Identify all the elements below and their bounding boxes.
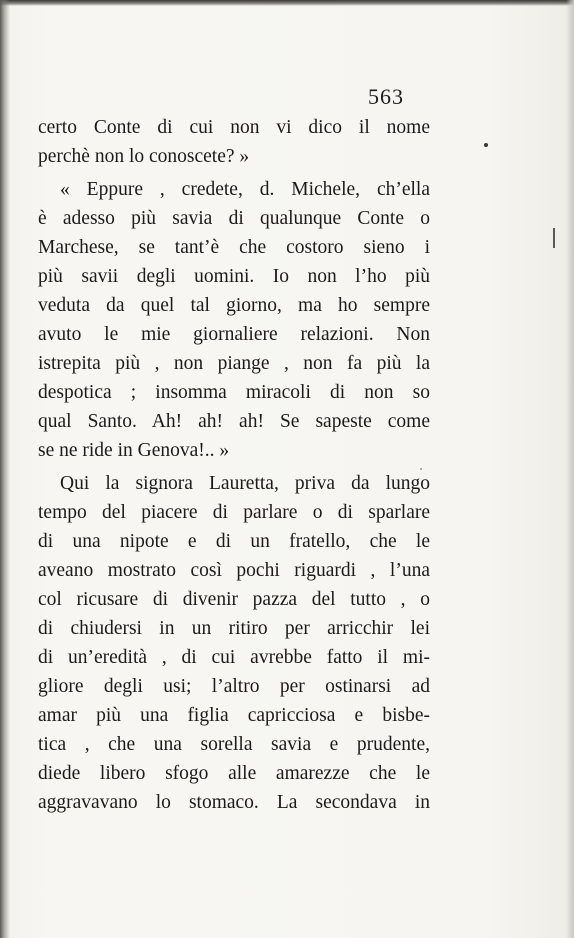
text-line: aveano mostrato così pochi riguardi , l’una (38, 560, 430, 581)
text-line: amar più una figlia capricciosa e bisbe- (38, 705, 430, 726)
text-line: Qui la signora Lauretta, priva da lungo (60, 473, 430, 494)
paragraph-2 (38, 175, 430, 465)
text-line: « Eppure , credete, d. Michele, ch’ella (60, 179, 430, 200)
text-line: despotica ; insomma miracoli di non so (38, 382, 430, 403)
page-right-edge (566, 0, 574, 938)
text-line: tempo del piacere di parlare o di sparlare (38, 502, 430, 523)
paper-speck (484, 143, 488, 147)
page-binding-shadow (0, 0, 10, 938)
text-line: più savii degli uomini. Io non l’ho più (38, 266, 430, 287)
text-line: perchè non lo conoscete? » (38, 146, 250, 167)
text-line: certo Conte di cui non vi dico il nome (38, 117, 430, 138)
paper-mark (553, 228, 555, 248)
text-line: di chiudersi in un ritiro per arricchir lei (38, 618, 430, 639)
paragraph-3 (38, 469, 430, 817)
text-line: qual Santo. Ah! ah! ah! Se sapeste come (38, 411, 430, 432)
paper-speck (420, 468, 422, 470)
text-line: avuto le mie giornaliere relazioni. Non (38, 324, 430, 345)
text-line: diede libero sfogo alle amarezze che le (38, 763, 430, 784)
body-text (38, 113, 430, 817)
text-line: aggravavano lo stomaco. La secondava in (38, 792, 430, 813)
text-line: veduta da quel tal giorno, ma ho sempre (38, 295, 430, 316)
text-line: tica , che una sorella savia e prudente, (38, 734, 430, 755)
text-line: se ne ride in Genova!.. » (38, 440, 230, 461)
text-line: di un’eredità , di cui avrebbe fatto il mi- (38, 647, 430, 668)
text-line: di una nipote e di un fratello, che le (38, 531, 430, 552)
text-line: istrepita più , non piange , non fa più la (38, 353, 430, 374)
text-line: col ricusare di divenir pazza del tutto , o (38, 589, 430, 610)
text-line: Marchese, se tant’è che costoro sieno i (38, 237, 430, 258)
page-top-edge (0, 0, 574, 6)
paragraph-1 (38, 113, 430, 171)
text-line: è adesso più savia di qualunque Conte o (38, 208, 430, 229)
page-number: 563 (368, 84, 404, 109)
text-line: gliore degli usi; l’altro per ostinarsi ad (38, 676, 430, 697)
